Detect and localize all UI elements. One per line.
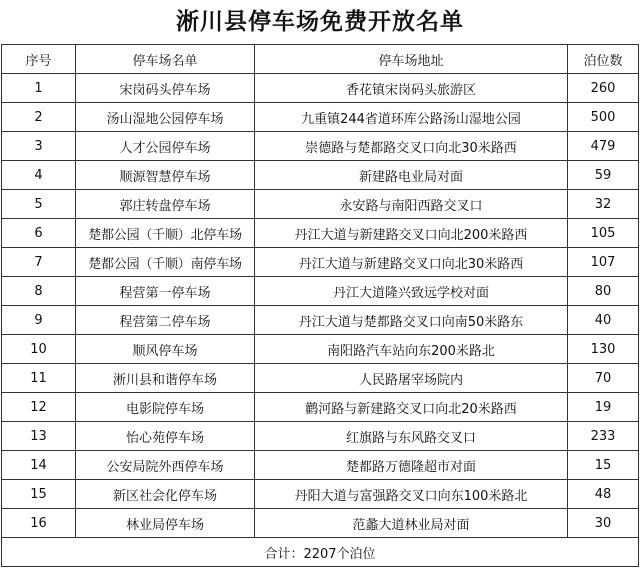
cell-name[interactable]: 淅川县和谐停车场 [76,364,255,393]
table-row [2,306,639,335]
cell-index[interactable]: 3 [2,132,76,161]
table-row [2,509,639,538]
cell-spaces[interactable]: 59 [568,161,639,190]
cell-spaces[interactable]: 15 [568,451,639,480]
cell-spaces[interactable]: 130 [568,335,639,364]
cell-index[interactable]: 1 [2,74,76,103]
cell-address[interactable]: 红旗路与东风路交叉口 [255,422,568,451]
parking-lot-table [1,44,639,567]
table-row [2,103,639,132]
cell-address[interactable]: 丹江大道与楚都路交叉口向南50米路东 [255,306,568,335]
cell-index[interactable]: 14 [2,451,76,480]
cell-spaces[interactable]: 107 [568,248,639,277]
cell-name[interactable]: 程营第二停车场 [76,306,255,335]
table-row [2,335,639,364]
cell-name[interactable]: 人才公园停车场 [76,132,255,161]
table-row [2,480,639,509]
table-row [2,248,639,277]
cell-address[interactable]: 南阳路汽车站向东200米路北 [255,335,568,364]
cell-spaces[interactable]: 260 [568,74,639,103]
cell-spaces[interactable]: 105 [568,219,639,248]
cell-name[interactable]: 新区社会化停车场 [76,480,255,509]
cell-name[interactable]: 林业局停车场 [76,509,255,538]
cell-address[interactable]: 新建路电业局对面 [255,161,568,190]
cell-index[interactable]: 12 [2,393,76,422]
cell-name[interactable]: 顺风停车场 [76,335,255,364]
cell-index[interactable]: 5 [2,190,76,219]
cell-index[interactable]: 6 [2,219,76,248]
cell-name[interactable]: 电影院停车场 [76,393,255,422]
cell-address[interactable]: 人民路屠宰场院内 [255,364,568,393]
table-row [2,364,639,393]
cell-spaces[interactable]: 80 [568,277,639,306]
cell-spaces[interactable]: 30 [568,509,639,538]
cell-name[interactable]: 楚都公园（千顺）南停车场 [76,248,255,277]
table-row [2,451,639,480]
total-cell[interactable]: 合计：2207个泊位 [2,538,639,567]
table-row [2,190,639,219]
cell-index[interactable]: 13 [2,422,76,451]
table-row [2,74,639,103]
cell-address[interactable]: 九重镇244省道环库公路汤山湿地公园 [255,103,568,132]
header-address[interactable]: 停车场地址 [255,45,568,74]
cell-spaces[interactable]: 70 [568,364,639,393]
cell-name[interactable]: 郭庄转盘停车场 [76,190,255,219]
cell-name[interactable]: 程营第一停车场 [76,277,255,306]
cell-index[interactable]: 9 [2,306,76,335]
page-title: 淅川县停车场免费开放名单 [176,8,464,35]
table-row [2,132,639,161]
cell-name[interactable]: 楚都公园（千顺）北停车场 [76,219,255,248]
cell-index[interactable]: 4 [2,161,76,190]
header-spaces[interactable]: 泊位数 [568,45,639,74]
cell-name[interactable]: 怡心苑停车场 [76,422,255,451]
header-row [2,45,639,74]
header-index[interactable]: 序号 [2,45,76,74]
cell-index[interactable]: 7 [2,248,76,277]
cell-address[interactable]: 丹阳大道与富强路交叉口向东100米路北 [255,480,568,509]
cell-spaces[interactable]: 48 [568,480,639,509]
table-row [2,161,639,190]
total-row [2,538,639,567]
cell-index[interactable]: 2 [2,103,76,132]
cell-spaces[interactable]: 500 [568,103,639,132]
table-row [2,393,639,422]
cell-name[interactable]: 顺源智慧停车场 [76,161,255,190]
header-name[interactable]: 停车场名单 [76,45,255,74]
table-row [2,219,639,248]
cell-address[interactable]: 丹江大道与新建路交叉口向北30米路西 [255,248,568,277]
cell-spaces[interactable]: 479 [568,132,639,161]
table-row [2,277,639,306]
cell-name[interactable]: 汤山湿地公园停车场 [76,103,255,132]
cell-address[interactable]: 崇德路与楚都路交叉口向北30米路西 [255,132,568,161]
cell-index[interactable]: 15 [2,480,76,509]
cell-index[interactable]: 8 [2,277,76,306]
cell-spaces[interactable]: 32 [568,190,639,219]
cell-spaces[interactable]: 19 [568,393,639,422]
cell-index[interactable]: 11 [2,364,76,393]
cell-spaces[interactable]: 233 [568,422,639,451]
cell-address[interactable]: 丹江大道与新建路交叉口向北200米路西 [255,219,568,248]
table-row [2,422,639,451]
cell-spaces[interactable]: 40 [568,306,639,335]
cell-address[interactable]: 范蠡大道林业局对面 [255,509,568,538]
cell-name[interactable]: 宋岗码头停车场 [76,74,255,103]
cell-name[interactable]: 公安局院外西停车场 [76,451,255,480]
cell-index[interactable]: 10 [2,335,76,364]
cell-address[interactable]: 永安路与南阳西路交叉口 [255,190,568,219]
cell-address[interactable]: 香花镇宋岗码头旅游区 [255,74,568,103]
cell-address[interactable]: 丹江大道隆兴致远学校对面 [255,277,568,306]
cell-address[interactable]: 楚都路万德隆超市对面 [255,451,568,480]
cell-address[interactable]: 鹳河路与新建路交叉口向北20米路西 [255,393,568,422]
cell-index[interactable]: 16 [2,509,76,538]
